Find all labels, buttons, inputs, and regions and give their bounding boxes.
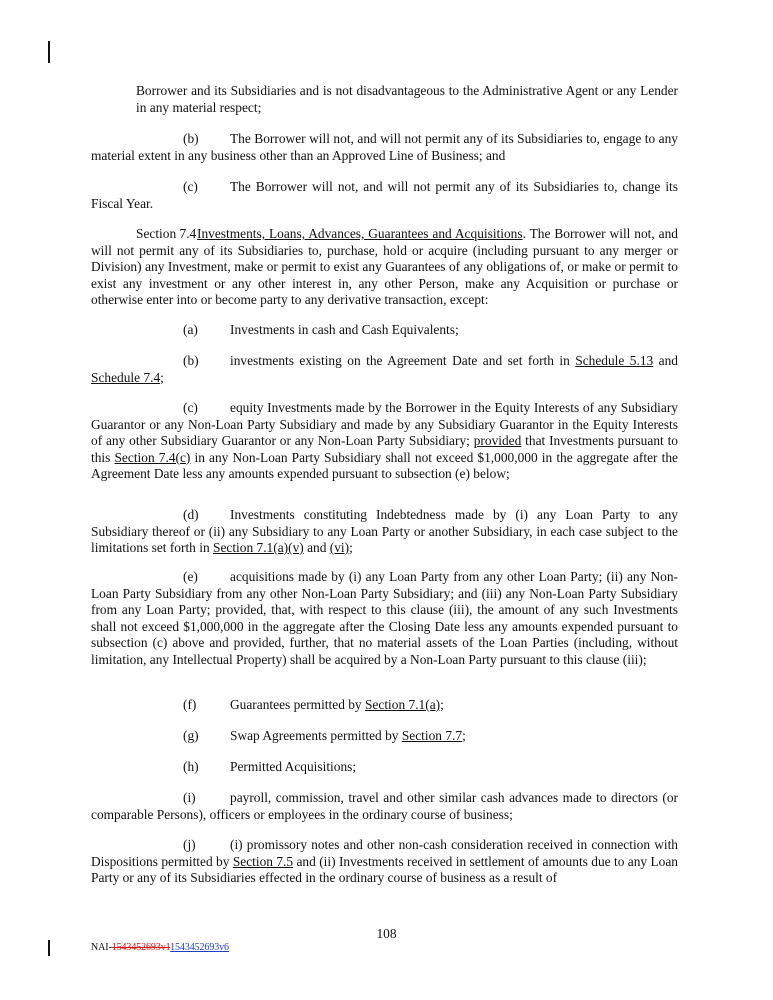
clause-h: (h) Permitted Acquisitions; bbox=[183, 759, 357, 774]
change-bar-bottom bbox=[48, 940, 50, 956]
document-id-deleted: 1543452693v1 bbox=[111, 942, 171, 953]
schedule-5-13-link: Schedule 5.13 bbox=[575, 353, 654, 368]
section-7-7-link: Section 7.7 bbox=[401, 728, 463, 743]
clause-g: (g) Swap Agreements permitted by Section 7.7; bbox=[183, 728, 466, 743]
paragraph-intro: Borrower and its Subsidiaries and is not disadvantageous to the Administrative Agent or any Lender in any material respect; bbox=[136, 83, 678, 115]
section-7-1a-link: Section 7.1(a) bbox=[364, 697, 441, 712]
clause-c: (c) equity Investments made by the Borrower in the Equity Interests of any Subsidiary Guarantor or any Non-Loan Party Subsidiary and made by any Subsidiary Guarantor in the Equity Interests of any other Subsidiary Guarantor or any Non-Loan Party Subsidiary; provided that Investments pursuant to this Section 7.4(c) in any Non-Loan Party Subsidiary shall not exceed $1,000,000 in the aggregate after the Agreement Date less any amounts expended pursuant to subsection (e) below; bbox=[91, 400, 678, 481]
document-id-inserted: 1543452693v6 bbox=[170, 942, 229, 953]
page-number: 108 bbox=[376, 926, 397, 941]
document-id: NAI-1543452693v11543452693v6 bbox=[91, 942, 229, 953]
clause-vi-link: (vi) bbox=[329, 540, 350, 555]
paragraph-c-fiscal-year: (c) The Borrower will not, and will not permit any of its Subsidiaries to, change its Fiscal Year. bbox=[91, 179, 678, 211]
clause-f: (f) Guarantees permitted by Section 7.1(a); bbox=[183, 697, 444, 712]
section-title: Investments, Loans, Advances, Guarantees and Acquisitions bbox=[197, 226, 523, 241]
provided-term: provided bbox=[473, 433, 522, 448]
section-number: Section 7.4 bbox=[136, 226, 197, 241]
clause-e: (e) acquisitions made by (i) any Loan Party from any other Loan Party; (ii) any Non-Loan Party Subsidiary from any other Non-Loan Party Subsidiary; and (iii) any Non-Loan Party Subsidiary from any Loan Party; provided, that, with respect to this clause (iii), the amount of any such Investments shall not exceed $1,000,000 in the aggregate after the Closing Date less any amounts expended pursuant to subsection (c) above and provided, further, that no material assets of the Loan Parties (including, without limitation, any Intellectual Property) shall be acquired by a Non-Loan Party pursuant to this clause (iii); bbox=[91, 569, 678, 667]
clause-b: (b) investments existing on the Agreement Date and set forth in Schedule 5.13 and Schedule 7.4; bbox=[91, 353, 678, 385]
section-7-4: Section 7.4Investments, Loans, Advances, Guarantees and Acquisitions. The Borrower will not, and will not permit any of its Subsidiaries to, purchase, hold or acquire (including pursuant to any merger or Division) any Investment, make or permit to exist any Guarantees of any obligations of, or make or permit to exist any investment or any other interest in, any other Person, make any Acquisition or purchase or otherwise enter into or become party to any derivative transaction, except: bbox=[91, 226, 678, 307]
section-7-4c-link: Section 7.4(c) bbox=[114, 449, 191, 465]
paragraph-b-business: (b) The Borrower will not, and will not permit any of its Subsidiaries to, engage to any material extent in any business other than an Approved Line of Business; and bbox=[91, 131, 678, 163]
change-bar-top bbox=[48, 41, 50, 63]
clause-d: (d) Investments constituting Indebtedness made by (i) any Loan Party to any Subsidiary thereof or (ii) any Subsidiary to any Loan Party or another Subsidiary, in each case subject to the limitations set forth in Section 7.1(a)(v) and (vi); bbox=[91, 507, 678, 555]
clause-i: (i) payroll, commission, travel and other similar cash advances made to directors (or comparable Persons), officers or employees in the ordinary course of business; bbox=[91, 790, 678, 822]
clause-j: (j) (i) promissory notes and other non-cash consideration received in connection with Dispositions permitted by Section 7.5 and (ii) Investments received in settlement of amounts due to any Loan Party or any of its Subsidiaries effected in the ordinary course of business as a result of bbox=[91, 837, 678, 885]
schedule-7-4-link: Schedule 7.4; bbox=[91, 369, 164, 385]
section-7-5-link: Section 7.5 bbox=[232, 853, 294, 869]
clause-a: (a) Investments in cash and Cash Equivalents; bbox=[183, 322, 459, 337]
section-7-1-a-v-link: Section 7.1(a)(v) bbox=[213, 540, 304, 555]
